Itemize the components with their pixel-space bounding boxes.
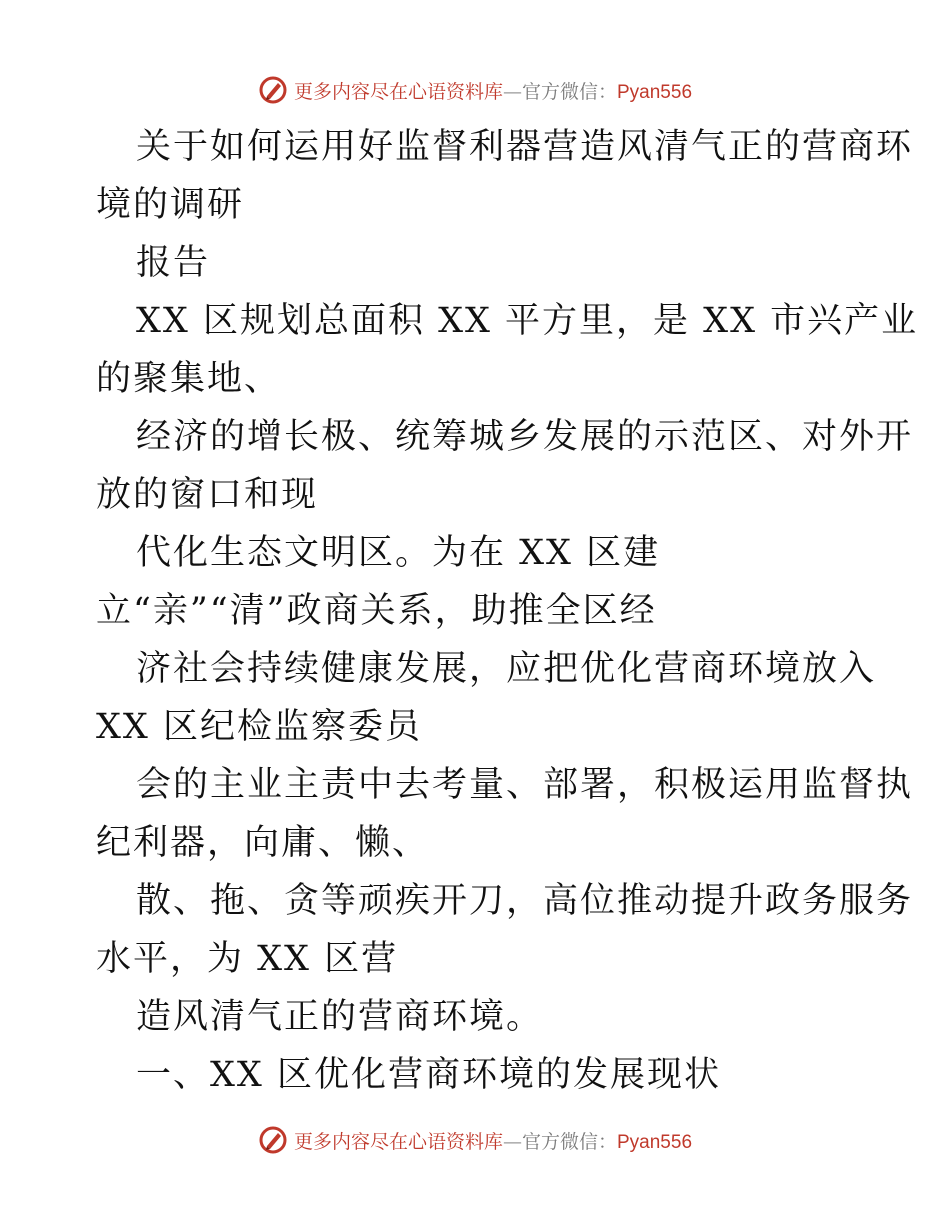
doc-paragraph-line: 立“亲”“清”政商关系，助推全区经	[96, 591, 657, 631]
doc-paragraph-line: XX 区规划总面积 XX 平方里，是 XX 市兴产业	[136, 301, 919, 341]
footer-banner-official: 官方微信：	[521, 1130, 617, 1153]
header-banner-sep: —	[502, 80, 522, 103]
footer-banner-main: 更多内容尽在心语资料库	[293, 1130, 503, 1153]
doc-paragraph-line: 造风清气正的营商环境。	[136, 997, 544, 1037]
doc-paragraph-line: 的聚集地、	[96, 359, 282, 399]
doc-paragraph-line: 会的主业主责中去考量、部署，积极运用监督执	[136, 765, 914, 805]
doc-title-line-2: 境的调研	[96, 185, 245, 225]
doc-paragraph-line: XX 区纪检监察委员	[96, 707, 422, 747]
header-banner-main: 更多内容尽在心语资料库	[293, 80, 503, 103]
footer-banner-wechat: Pyan556	[617, 1131, 693, 1153]
header-banner-wechat: Pyan556	[617, 81, 693, 103]
doc-paragraph-line: 经济的增长极、统筹城乡发展的示范区、对外开	[136, 417, 914, 457]
footer-banner	[0, 1122, 950, 1158]
doc-title-line-1: 关于如何运用好监督利器营造风清气正的营商环	[136, 127, 914, 167]
doc-paragraph-line: 纪利器，向庸、懒、	[96, 823, 430, 863]
footer-banner-text	[294, 1127, 692, 1154]
doc-paragraph-line: 代化生态文明区。为在 XX 区建	[136, 533, 661, 573]
header-banner-official: 官方微信：	[521, 80, 617, 103]
doc-paragraph-line: 放的窗口和现	[96, 475, 319, 515]
doc-paragraph-line: 济社会持续健康发展，应把优化营商环境放入	[136, 649, 877, 689]
header-banner	[0, 72, 950, 108]
footer-banner-sep: —	[502, 1130, 522, 1153]
pen-circle-logo-icon	[258, 75, 288, 105]
header-banner-text	[294, 77, 692, 104]
doc-paragraph-line: 散、拖、贪等顽疾开刀，高位推动提升政务服务	[136, 881, 914, 921]
pen-circle-logo-icon	[258, 1125, 288, 1155]
doc-paragraph-line: 水平，为 XX 区营	[96, 939, 399, 979]
doc-title-line-3: 报告	[136, 243, 211, 283]
document-body	[96, 118, 919, 1104]
doc-section-heading: 一、XX 区优化营商环境的发展现状	[136, 1055, 721, 1095]
